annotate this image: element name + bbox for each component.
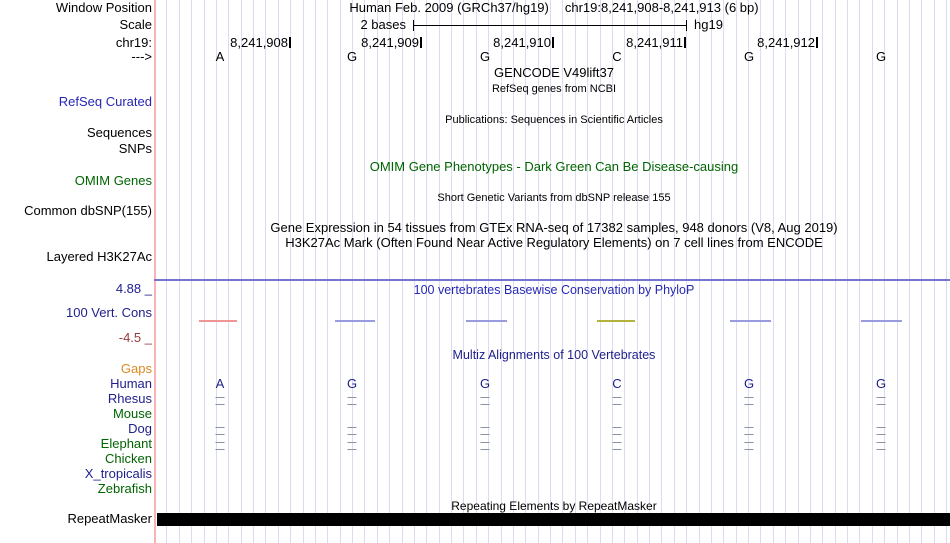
alignment-match-mark-dog (745, 427, 754, 435)
alignment-match-mark-elephant (877, 442, 886, 450)
scale-bar-right-tick (686, 20, 688, 31)
alignment-match-mark-dog (613, 427, 622, 435)
track-label-layered-h3k27ac[interactable]: Layered H3K27Ac (46, 249, 152, 264)
assembly-tag: hg19 (694, 17, 723, 32)
ruler-base-letter: G (479, 49, 491, 64)
track-title-h3k27ac[interactable]: H3K27Ac Mark (Often Found Near Active Regulatory Elements) on 7 cell lines from ENCODE (285, 235, 823, 250)
track-title-repeatmasker[interactable]: Repeating Elements by RepeatMasker (451, 499, 657, 513)
alignment-match-mark-elephant (745, 442, 754, 450)
phylop-score-bar[interactable] (597, 320, 635, 322)
human-align-base: G (479, 376, 491, 391)
human-align-base: G (743, 376, 755, 391)
ruler-tick (816, 37, 818, 48)
ruler-base-letter: G (875, 49, 887, 64)
alignment-match-mark-elephant (613, 442, 622, 450)
alignment-match-mark-rhesus (877, 397, 886, 405)
ruler-coordinate: 8,241,911 (626, 35, 683, 50)
strand-arrow: ---> (131, 49, 152, 64)
track-label-omim-genes[interactable]: OMIM Genes (74, 173, 152, 188)
alignment-match-mark-elephant (481, 442, 490, 450)
ruler-coordinate: 8,241,910 (493, 35, 551, 50)
alignment-match-mark-rhesus (216, 397, 225, 405)
alignment-match-mark-dog (877, 427, 886, 435)
species-label-human[interactable]: Human (110, 376, 152, 391)
phylop-score-bar[interactable] (335, 320, 375, 322)
track-title-omim[interactable]: OMIM Gene Phenotypes - Dark Green Can Be Disease-causing (369, 159, 739, 174)
track-title-gencode[interactable]: GENCODE V49lift37 (494, 65, 614, 80)
header-line (158, 1, 950, 15)
species-label-gaps[interactable]: Gaps (120, 361, 152, 376)
conservation-max-value: 4.88 _ (115, 281, 152, 296)
species-label-chicken[interactable]: Chicken (105, 451, 152, 466)
track-label-refseq-curated[interactable]: RefSeq Curated (58, 94, 152, 109)
alignment-match-mark-dog (216, 427, 225, 435)
track-label-snps[interactable]: SNPs (118, 141, 152, 156)
phylop-score-bar[interactable] (861, 320, 902, 322)
alignment-match-mark-elephant (348, 442, 357, 450)
alignment-match-mark-rhesus (481, 397, 490, 405)
scale-value: 2 bases (360, 17, 406, 32)
position-title: chr19:8,241,908-8,241,913 (6 bp) (564, 0, 759, 15)
ruler-base-letter: G (346, 49, 358, 64)
track-title-publications[interactable]: Publications: Sequences in Scientific Articles (445, 114, 663, 126)
ruler-base-letter: A (215, 49, 225, 64)
species-label-elephant[interactable]: Elephant (100, 436, 152, 451)
cursor-guide-line (154, 0, 156, 543)
track-subtitle-refseq[interactable]: RefSeq genes from NCBI (491, 83, 617, 95)
human-align-base: A (215, 376, 225, 391)
phylop-score-bar[interactable] (466, 320, 507, 322)
alignment-match-mark-rhesus (613, 397, 622, 405)
track-title-multiz[interactable]: Multiz Alignments of 100 Vertebrates (452, 348, 656, 362)
ruler-base-letter: C (612, 49, 622, 64)
track-title-dbsnp[interactable]: Short Genetic Variants from dbSNP release 155 (437, 192, 671, 204)
human-align-base: C (612, 376, 622, 391)
ruler-coordinate: 8,241,908 (230, 35, 288, 50)
ruler-base-letter: G (743, 49, 755, 64)
human-align-base: G (346, 376, 358, 391)
track-label-repeatmasker[interactable]: RepeatMasker (67, 511, 152, 526)
label-chromosome: chr19: (115, 35, 152, 50)
track-title-gtex[interactable]: Gene Expression in 54 tissues from GTEx RNA-seq of 17382 samples, 948 donors (V8, Aug 2019) (270, 220, 838, 235)
track-title-phylop-conservation[interactable]: 100 vertebrates Basewise Conservation by PhyloP (413, 283, 695, 297)
scale-bar-left-tick (413, 20, 415, 31)
track-label-common-dbsnp[interactable]: Common dbSNP(155) (24, 203, 152, 218)
phylop-score-bar[interactable] (730, 320, 771, 322)
species-label-mouse[interactable]: Mouse (112, 406, 152, 421)
species-label-dog[interactable]: Dog (128, 421, 152, 436)
track-label-100-vert-cons[interactable]: 100 Vert. Cons (66, 305, 152, 320)
ruler-coordinate: 8,241,909 (361, 35, 419, 50)
track-label-sequences[interactable]: Sequences (86, 125, 152, 140)
alignment-match-mark-elephant (216, 442, 225, 450)
conservation-track-top-line (154, 279, 950, 281)
alignment-match-mark-dog (481, 427, 490, 435)
species-label-rhesus[interactable]: Rhesus (107, 391, 152, 406)
species-label-zebrafish[interactable]: Zebrafish (97, 481, 152, 496)
assembly-title: Human Feb. 2009 (GRCh37/hg19) (349, 0, 549, 15)
label-window-position: Window Position (55, 0, 152, 15)
conservation-min-value: -4.5 _ (118, 330, 152, 345)
scale-bar (413, 25, 686, 26)
phylop-score-bar[interactable] (199, 320, 237, 322)
alignment-match-mark-rhesus (745, 397, 754, 405)
label-scale: Scale (119, 17, 152, 32)
repeatmasker-element-bar[interactable] (157, 513, 950, 526)
human-align-base: G (875, 376, 887, 391)
alignment-match-mark-rhesus (348, 397, 357, 405)
ruler-coordinate: 8,241,912 (757, 35, 815, 50)
species-label-x_tropicalis[interactable]: X_tropicalis (84, 466, 152, 481)
alignment-match-mark-dog (348, 427, 357, 435)
